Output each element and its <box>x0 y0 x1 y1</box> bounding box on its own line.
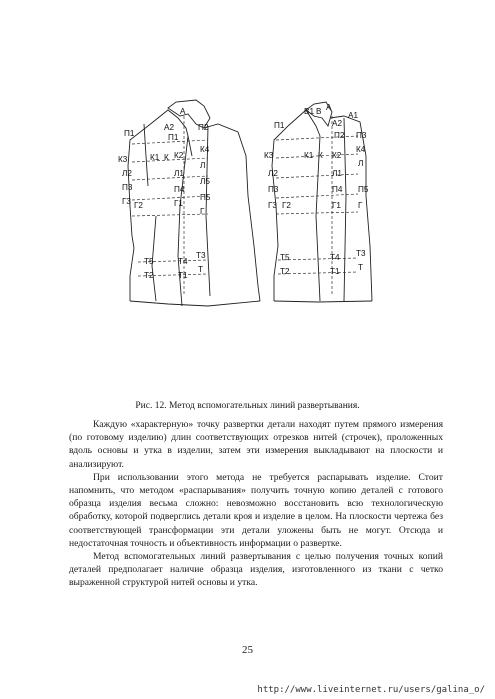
fig-label: Л <box>358 159 364 168</box>
fig-label: П4 <box>332 185 343 194</box>
fig-label: А <box>180 107 186 116</box>
fig-label: Г2 <box>282 201 291 210</box>
fig-label: Л <box>200 161 206 170</box>
figure-caption: Рис. 12. Метод вспомогательных линий развертывания. <box>135 401 360 411</box>
fig-label: Л2 <box>122 169 132 178</box>
fig-label: В <box>316 107 322 116</box>
fig-label: Г1 <box>332 201 341 210</box>
fig-label: П3 <box>356 131 367 140</box>
fig-label: П2 <box>198 123 209 132</box>
figure <box>108 96 388 397</box>
fig-label: Т5 <box>280 253 290 262</box>
fig-label: К <box>318 151 323 160</box>
fig-label: К3 <box>118 155 128 164</box>
fig-label: А1 <box>348 111 359 120</box>
fig-label: К1 <box>304 151 314 160</box>
page-number: 25 <box>242 644 253 656</box>
fig-label: А2 <box>164 123 175 132</box>
fig-label: П3 <box>268 185 279 194</box>
fig-label: Г <box>200 207 205 216</box>
fig-label: П2 <box>334 131 345 140</box>
fig-label: К3 <box>264 151 274 160</box>
fig-label: Т5 <box>144 257 154 266</box>
fig-label: П4 <box>174 185 185 194</box>
fig-label: К4 <box>200 145 210 154</box>
paragraph: При использовании этого метода не требуется распарывать изделие. Стоит напомнить, что методом «распарывания» получить точную копию деталей с готового образца изделия весьма сложно: невозможно восстановить всю технологическую обработку, которой подверглись детали кроя и изделие в целом. На плоскости чертежа без соответствующей трансформации эти детали уложены быть не могут. Отсюда и недостаточная точность и объективность информации о развертке. <box>69 471 443 549</box>
fig-label: П5 <box>358 185 369 194</box>
fig-label: Л5 <box>200 177 210 186</box>
fig-label: П1 <box>168 133 179 142</box>
fig-label: Т2 <box>144 271 154 280</box>
paragraph: Метод вспомогательных линий развертывания с целью получения точных копий деталей предполагает наличие образца изделия, изготовленного из ткани с четко выраженной структурой нитей основы и утка. <box>69 551 443 589</box>
fig-label: К <box>164 153 169 162</box>
fig-label: Т4 <box>178 257 188 266</box>
fig-label: А <box>326 103 332 112</box>
fig-label: Г3 <box>122 197 131 206</box>
fig-label: Т <box>198 265 204 274</box>
fig-label: Г3 <box>268 201 277 210</box>
fig-label: Т2 <box>280 267 290 276</box>
fig-label: Л2 <box>268 169 278 178</box>
fig-label: К1 <box>150 153 160 162</box>
fig-label: Т1 <box>178 271 188 280</box>
body-text <box>69 418 443 590</box>
fig-label: П1 <box>274 121 285 130</box>
fig-label: К2 <box>332 151 342 160</box>
fig-label: Т3 <box>196 251 206 260</box>
fig-label: В1 <box>304 107 315 116</box>
fig-label: П1 <box>124 129 135 138</box>
fig-label: П5 <box>200 193 211 202</box>
source-url[interactable]: http://www.liveinternet.ru/users/galina_o/ <box>257 685 485 695</box>
fig-label: Г1 <box>174 199 183 208</box>
fig-label: К4 <box>356 145 366 154</box>
paragraph: Каждую «характерную» точку развертки детали находят путем прямого измерения (по готовому изделию) длин соответствующих отрезков нитей (строчек), проложенных вдоль основы и утка в изделии, затем эти измерения выкладывают на плоскости и анализируют. <box>69 419 443 470</box>
pattern-drawing <box>108 96 388 392</box>
fig-label: Г <box>358 201 363 210</box>
fig-label: Л1 <box>174 169 184 178</box>
fig-label: К2 <box>174 151 184 160</box>
fig-label: Т1 <box>330 267 340 276</box>
fig-label: П3 <box>122 183 133 192</box>
fig-label: А2 <box>332 119 343 128</box>
fig-label: Т4 <box>330 253 340 262</box>
fig-label: Т <box>358 263 364 272</box>
fig-label: Т3 <box>356 249 366 258</box>
fig-label: Г2 <box>134 201 143 210</box>
fig-label: Л1 <box>332 169 342 178</box>
